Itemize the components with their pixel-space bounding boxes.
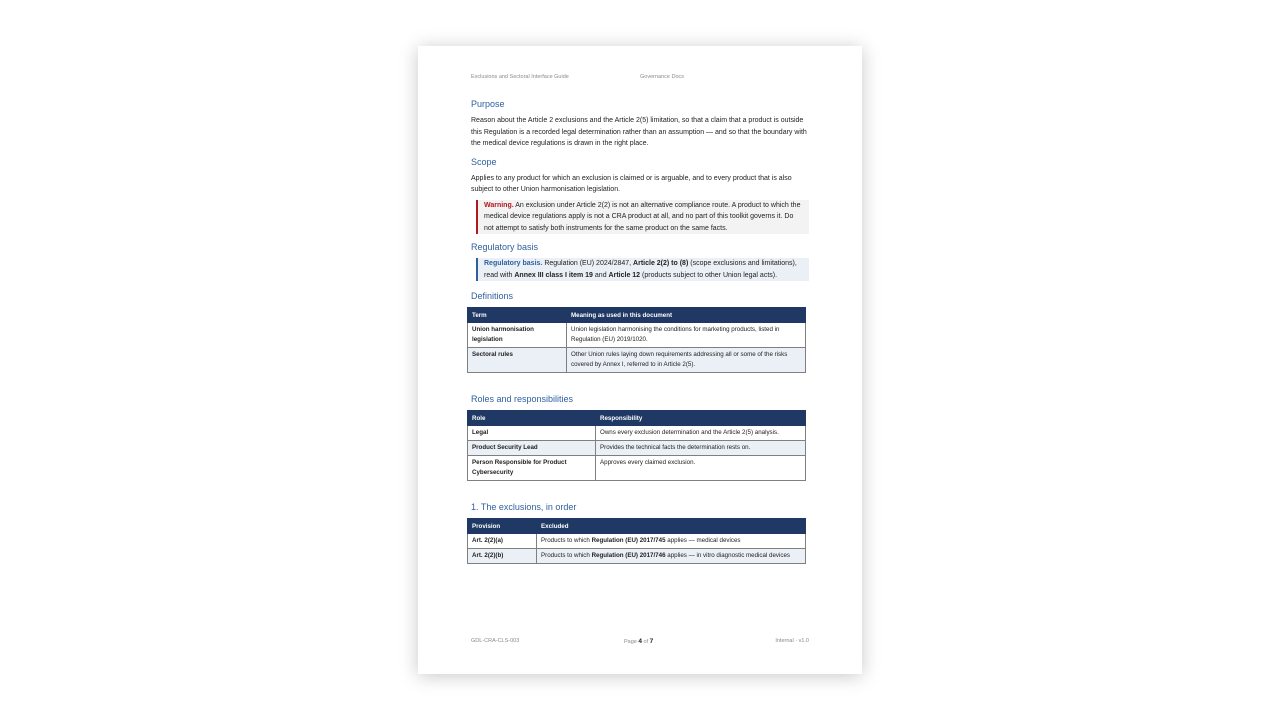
regulatory-basis-article12: Article 12 <box>608 271 641 279</box>
exclusions-col-provision: Provision <box>468 519 537 534</box>
regulatory-basis-text: (scope exclusions and limitations), read with <box>484 260 797 279</box>
page-body <box>471 98 809 564</box>
header-doc-title: Exclusions and Sectoral Interface Guide <box>471 74 569 80</box>
regulatory-basis-label: Regulatory basis. <box>484 260 543 267</box>
definition-term: Union harmonisation legislation <box>468 323 567 348</box>
warning-text: An exclusion under Article 2(2) is not an alternative compliance route. A product to which the medical device regulations apply is not a CRA product at all, and no part of this toolkit governs it. Do not attempt to satisfy both instruments for the same product on the same facts. <box>484 201 801 232</box>
exclusion-regulation: Regulation (EU) 2017/745 <box>591 537 666 544</box>
regulatory-basis-annex: Annex III class I item 19 <box>514 271 593 279</box>
definition-meaning: Union legislation harmonising the conditions for marketing products, listed in Regulation (EU) 2019/1020. <box>567 323 806 348</box>
purpose-text: Reason about the Article 2 exclusions and the Article 2(5) limitation, so that a claim that a product is outside this Regulation is a recorded legal determination rather than an assumption — and so that the boundary with the medical device regulations is drawn in the right place. <box>471 117 807 147</box>
roles-col-role: Role <box>468 411 596 426</box>
definitions-heading: Definitions <box>471 291 514 301</box>
definition-meaning: Other Union rules laying down requirements addressing all or some of the risks covered by Annex I, referred to in Article 2(5). <box>567 348 806 373</box>
role-name: Person Responsible for Product Cybersecurity <box>468 456 596 481</box>
warning-label: Warning. <box>484 201 514 209</box>
scope-text: Applies to any product for which an exclusion is claimed or is arguable, and to every product that is also subject to other Union harmonisation legislation. <box>471 174 792 193</box>
table-row <box>468 441 806 456</box>
page-label: Page <box>624 639 637 645</box>
purpose-heading: Purpose <box>471 99 505 109</box>
exclusions-heading: 1. The exclusions, in order <box>471 502 577 512</box>
regulatory-basis-callout <box>476 258 809 281</box>
scope-heading: Scope <box>471 156 497 167</box>
exclusion-provision: Art. 2(2)(b) <box>468 549 537 564</box>
roles-col-responsibility: Responsibility <box>596 411 806 426</box>
table-row <box>468 426 806 441</box>
role-name: Legal <box>468 426 596 441</box>
total-pages: 7 <box>649 638 654 645</box>
role-name: Product Security Lead <box>468 441 596 456</box>
footer-doc-id: GDL-CRA-CLS-003 <box>471 638 520 644</box>
exclusion-text: applies — medical devices <box>667 537 741 544</box>
definitions-table <box>467 307 806 373</box>
table-row <box>468 456 806 481</box>
exclusion-provision: Art. 2(2)(a) <box>468 534 537 549</box>
regulatory-basis-article: Article 2(2) to (8) <box>633 260 689 267</box>
exclusion-text: Products to which <box>541 552 590 559</box>
exclusion-regulation: Regulation (EU) 2017/746 <box>591 552 666 559</box>
roles-heading: Roles and responsibilities <box>471 394 574 404</box>
regulatory-basis-text: and <box>594 271 607 279</box>
roles-table <box>467 410 806 481</box>
regulatory-basis-text: Regulation (EU) 2024/2847, <box>544 260 632 267</box>
exclusion-text: Products to which <box>541 537 590 544</box>
header-category: Governance Docs <box>640 74 685 80</box>
current-page: 4 <box>638 638 643 645</box>
table-row <box>468 549 806 564</box>
definitions-col-meaning: Meaning as used in this document <box>567 308 806 323</box>
regulatory-basis-heading: Regulatory basis <box>471 242 539 252</box>
footer-classification: Internal · v1.0 <box>775 638 809 644</box>
definition-term: Sectoral rules <box>468 348 567 373</box>
exclusion-description <box>537 549 806 564</box>
role-responsibility: Approves every claimed exclusion. <box>596 456 806 481</box>
role-responsibility: Owns every exclusion determination and the Article 2(5) analysis. <box>596 426 806 441</box>
exclusions-table <box>467 518 806 564</box>
definitions-col-term: Term <box>468 308 567 323</box>
table-row <box>468 348 806 373</box>
table-row <box>468 534 806 549</box>
exclusions-col-excluded: Excluded <box>537 519 806 534</box>
role-responsibility: Provides the technical facts the determination rests on. <box>596 441 806 456</box>
document-page <box>418 46 862 674</box>
regulatory-basis-text: (products subject to other Union legal acts). <box>642 271 778 279</box>
warning-callout <box>476 200 809 235</box>
page-of: of <box>643 639 649 645</box>
exclusion-text: applies — in vitro diagnostic medical devices <box>667 552 791 559</box>
table-row <box>468 323 806 348</box>
exclusion-description <box>537 534 806 549</box>
footer-page-number <box>624 638 653 645</box>
